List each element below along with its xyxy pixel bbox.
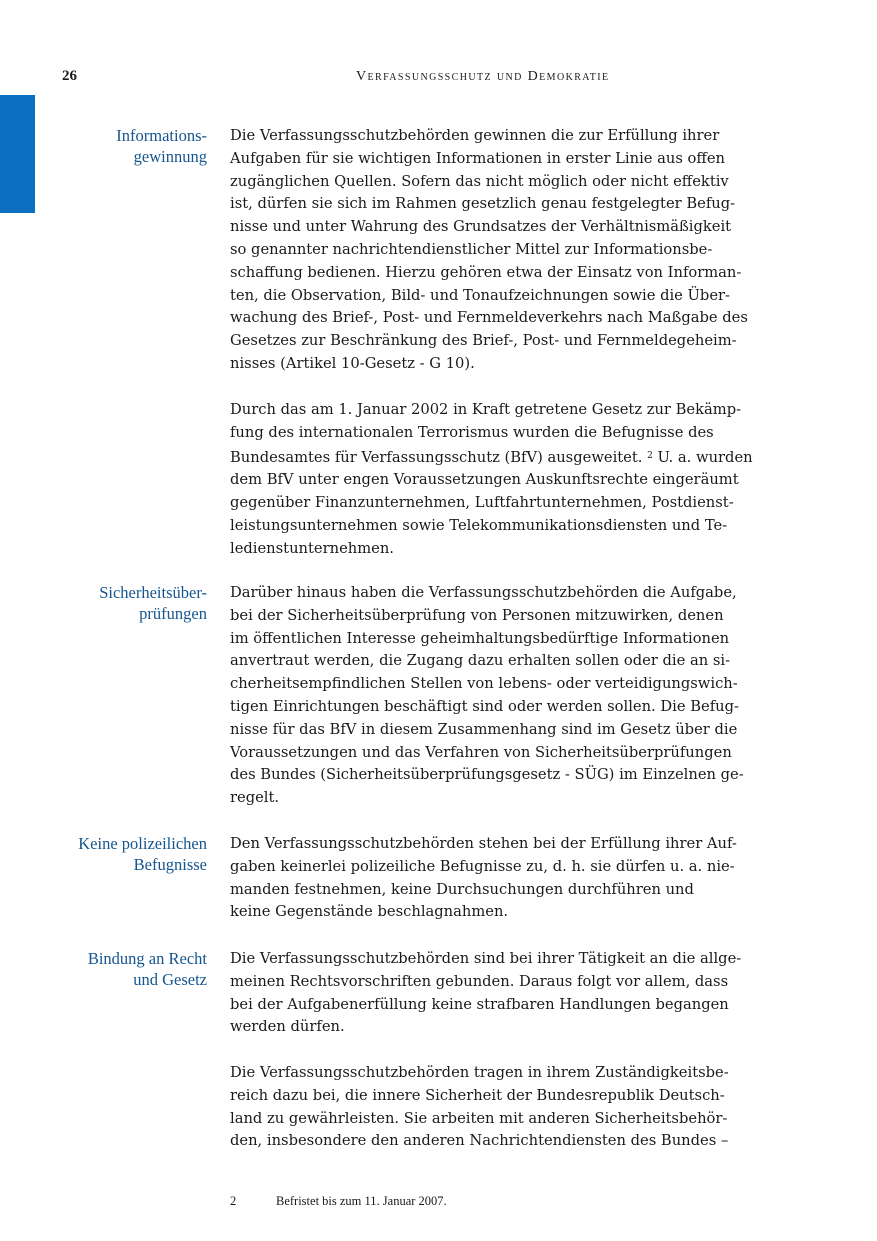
footnote xyxy=(230,1194,447,1209)
text-line: reich dazu bei, die innere Sicherheit der Bundesrepublik Deutsch- xyxy=(230,1086,725,1104)
footnote-reference[interactable]: 2 xyxy=(647,450,653,461)
text-line xyxy=(230,445,790,470)
marginal-line: und Gesetz xyxy=(133,970,207,989)
marginal-heading xyxy=(7,833,207,875)
text-line: nisse für das BfV in diesem Zusammenhang sind im Gesetz über die xyxy=(230,720,738,738)
text-line: wachung des Brief-, Post- und Fernmeldeverkehrs nach Maßgabe des xyxy=(230,309,748,327)
text-line: werden dürfen. xyxy=(230,1018,345,1036)
text-line: Voraussetzungen und das Verfahren von Sicherheitsüberprüfungen xyxy=(230,743,732,761)
paragraph xyxy=(230,948,790,1039)
text-line: Den Verfassungsschutzbehörden stehen bei der Erfüllung ihrer Auf- xyxy=(230,835,737,852)
marginal-line: Befugnisse xyxy=(133,855,207,874)
running-title: Verfassungsschutz und Demokratie xyxy=(356,69,610,84)
text-line: Darüber hinaus haben die Verfassungsschutzbehörden die Aufgabe, xyxy=(230,584,737,601)
text-line: leistungsunternehmen sowie Telekommunikationsdiensten und Te- xyxy=(230,516,728,534)
text-line: tigen Einrichtungen beschäftigt sind oder werden sollen. Die Befug- xyxy=(230,697,739,715)
text-line: Gesetzes zur Beschränkung des Brief-, Post- und Fernmeldegeheim- xyxy=(230,332,737,350)
paragraph xyxy=(230,125,790,376)
text-line: cherheitsempfindlichen Stellen von lebens- oder verteidigungswich- xyxy=(230,675,738,693)
text-line: Die Verfassungsschutzbehörden sind bei ihrer Tätigkeit an die allge- xyxy=(230,950,742,967)
text-line: gaben keinerlei polizeiliche Befugnisse zu, d. h. sie dürfen u. a. nie- xyxy=(230,857,735,875)
marginal-line: Keine polizeilichen xyxy=(78,834,207,853)
text-line: Die Verfassungsschutzbehörden gewinnen die zur Erfüllung ihrer xyxy=(230,127,720,144)
paragraph xyxy=(230,833,790,924)
marginal-heading xyxy=(7,948,207,990)
text-line: ledienstunternehmen. xyxy=(230,539,394,557)
text-line: nisses (Artikel 10-Gesetz - G 10). xyxy=(230,354,475,372)
text-fragment: U. a. wurden xyxy=(657,448,753,466)
marginal-line: Bindung an Recht xyxy=(87,949,207,968)
text-line: gegenüber Finanzunternehmen, Luftfahrtunternehmen, Postdienst- xyxy=(230,494,734,512)
text-line: Durch das am 1. Januar 2002 in Kraft getretene Gesetz zur Bekämp- xyxy=(230,401,742,418)
text-line: Die Verfassungsschutzbehörden tragen in ihrem Zuständigkeitsbe- xyxy=(230,1064,729,1081)
footnote-text: Befristet bis zum 11. Januar 2007. xyxy=(276,1194,447,1208)
text-line: im öffentlichen Interesse geheimhaltungsbedürftige Informationen xyxy=(230,629,730,647)
marginal-line: gewinnung xyxy=(133,147,207,166)
text-line: regelt. xyxy=(230,789,280,807)
marginal-heading xyxy=(7,582,207,624)
text-line: manden festnehmen, keine Durchsuchungen durchführen und xyxy=(230,880,694,898)
text-line: des Bundes (Sicherheitsüberprüfungsgesetz - SÜG) im Einzelnen ge- xyxy=(230,766,744,784)
text-line: schaffung bedienen. Hierzu gehören etwa der Einsatz von Informan- xyxy=(230,263,742,281)
text-line: land zu gewährleisten. Sie arbeiten mit anderen Sicherheitsbehör- xyxy=(230,1109,728,1127)
text-line: bei der Sicherheitsüberprüfung von Personen mitzuwirken, denen xyxy=(230,606,724,624)
text-line: den, insbesondere den anderen Nachrichtendiensten des Bundes – xyxy=(230,1132,729,1150)
text-line: meinen Rechtsvorschriften gebunden. Daraus folgt vor allem, dass xyxy=(230,972,729,990)
text-line: nisse und unter Wahrung des Grundsatzes der Verhältnismäßigkeit xyxy=(230,218,732,236)
text-line: dem BfV unter engen Voraussetzungen Auskunftsrechte eingeräumt xyxy=(230,471,739,489)
text-line: anvertraut werden, die Zugang dazu erhalten sollen oder die an si- xyxy=(230,652,731,670)
text-fragment: Bundesamtes für Verfassungsschutz (BfV) ausgeweitet. xyxy=(230,448,643,466)
paragraph xyxy=(230,1062,790,1153)
text-line: fung des internationalen Terrorismus wurden die Befugnisse des xyxy=(230,423,714,441)
text-line: ist, dürfen sie sich im Rahmen gesetzlich genau festgelegter Befug- xyxy=(230,195,736,213)
marginal-line: Informations- xyxy=(116,126,207,145)
page-number: 26 xyxy=(62,68,77,84)
text-line: Aufgaben für sie wichtigen Informationen in erster Linie aus offen xyxy=(230,149,725,167)
paragraph xyxy=(230,582,790,810)
marginal-line: Sicherheitsüber- xyxy=(99,583,207,602)
text-line: ten, die Observation, Bild- und Tonaufzeichnungen sowie die Über- xyxy=(230,286,730,304)
paragraph xyxy=(230,399,790,561)
marginal-heading xyxy=(7,125,207,167)
text-line: bei der Aufgabenerfüllung keine strafbaren Handlungen begangen xyxy=(230,995,729,1013)
footnote-number: 2 xyxy=(230,1194,237,1208)
text-line: zugänglichen Quellen. Sofern das nicht möglich oder nicht effektiv xyxy=(230,172,729,190)
marginal-line: prüfungen xyxy=(139,604,207,623)
text-line: so genannter nachrichtendienstlicher Mittel zur Informationsbe- xyxy=(230,240,713,258)
text-line: keine Gegenstände beschlagnahmen. xyxy=(230,903,509,921)
